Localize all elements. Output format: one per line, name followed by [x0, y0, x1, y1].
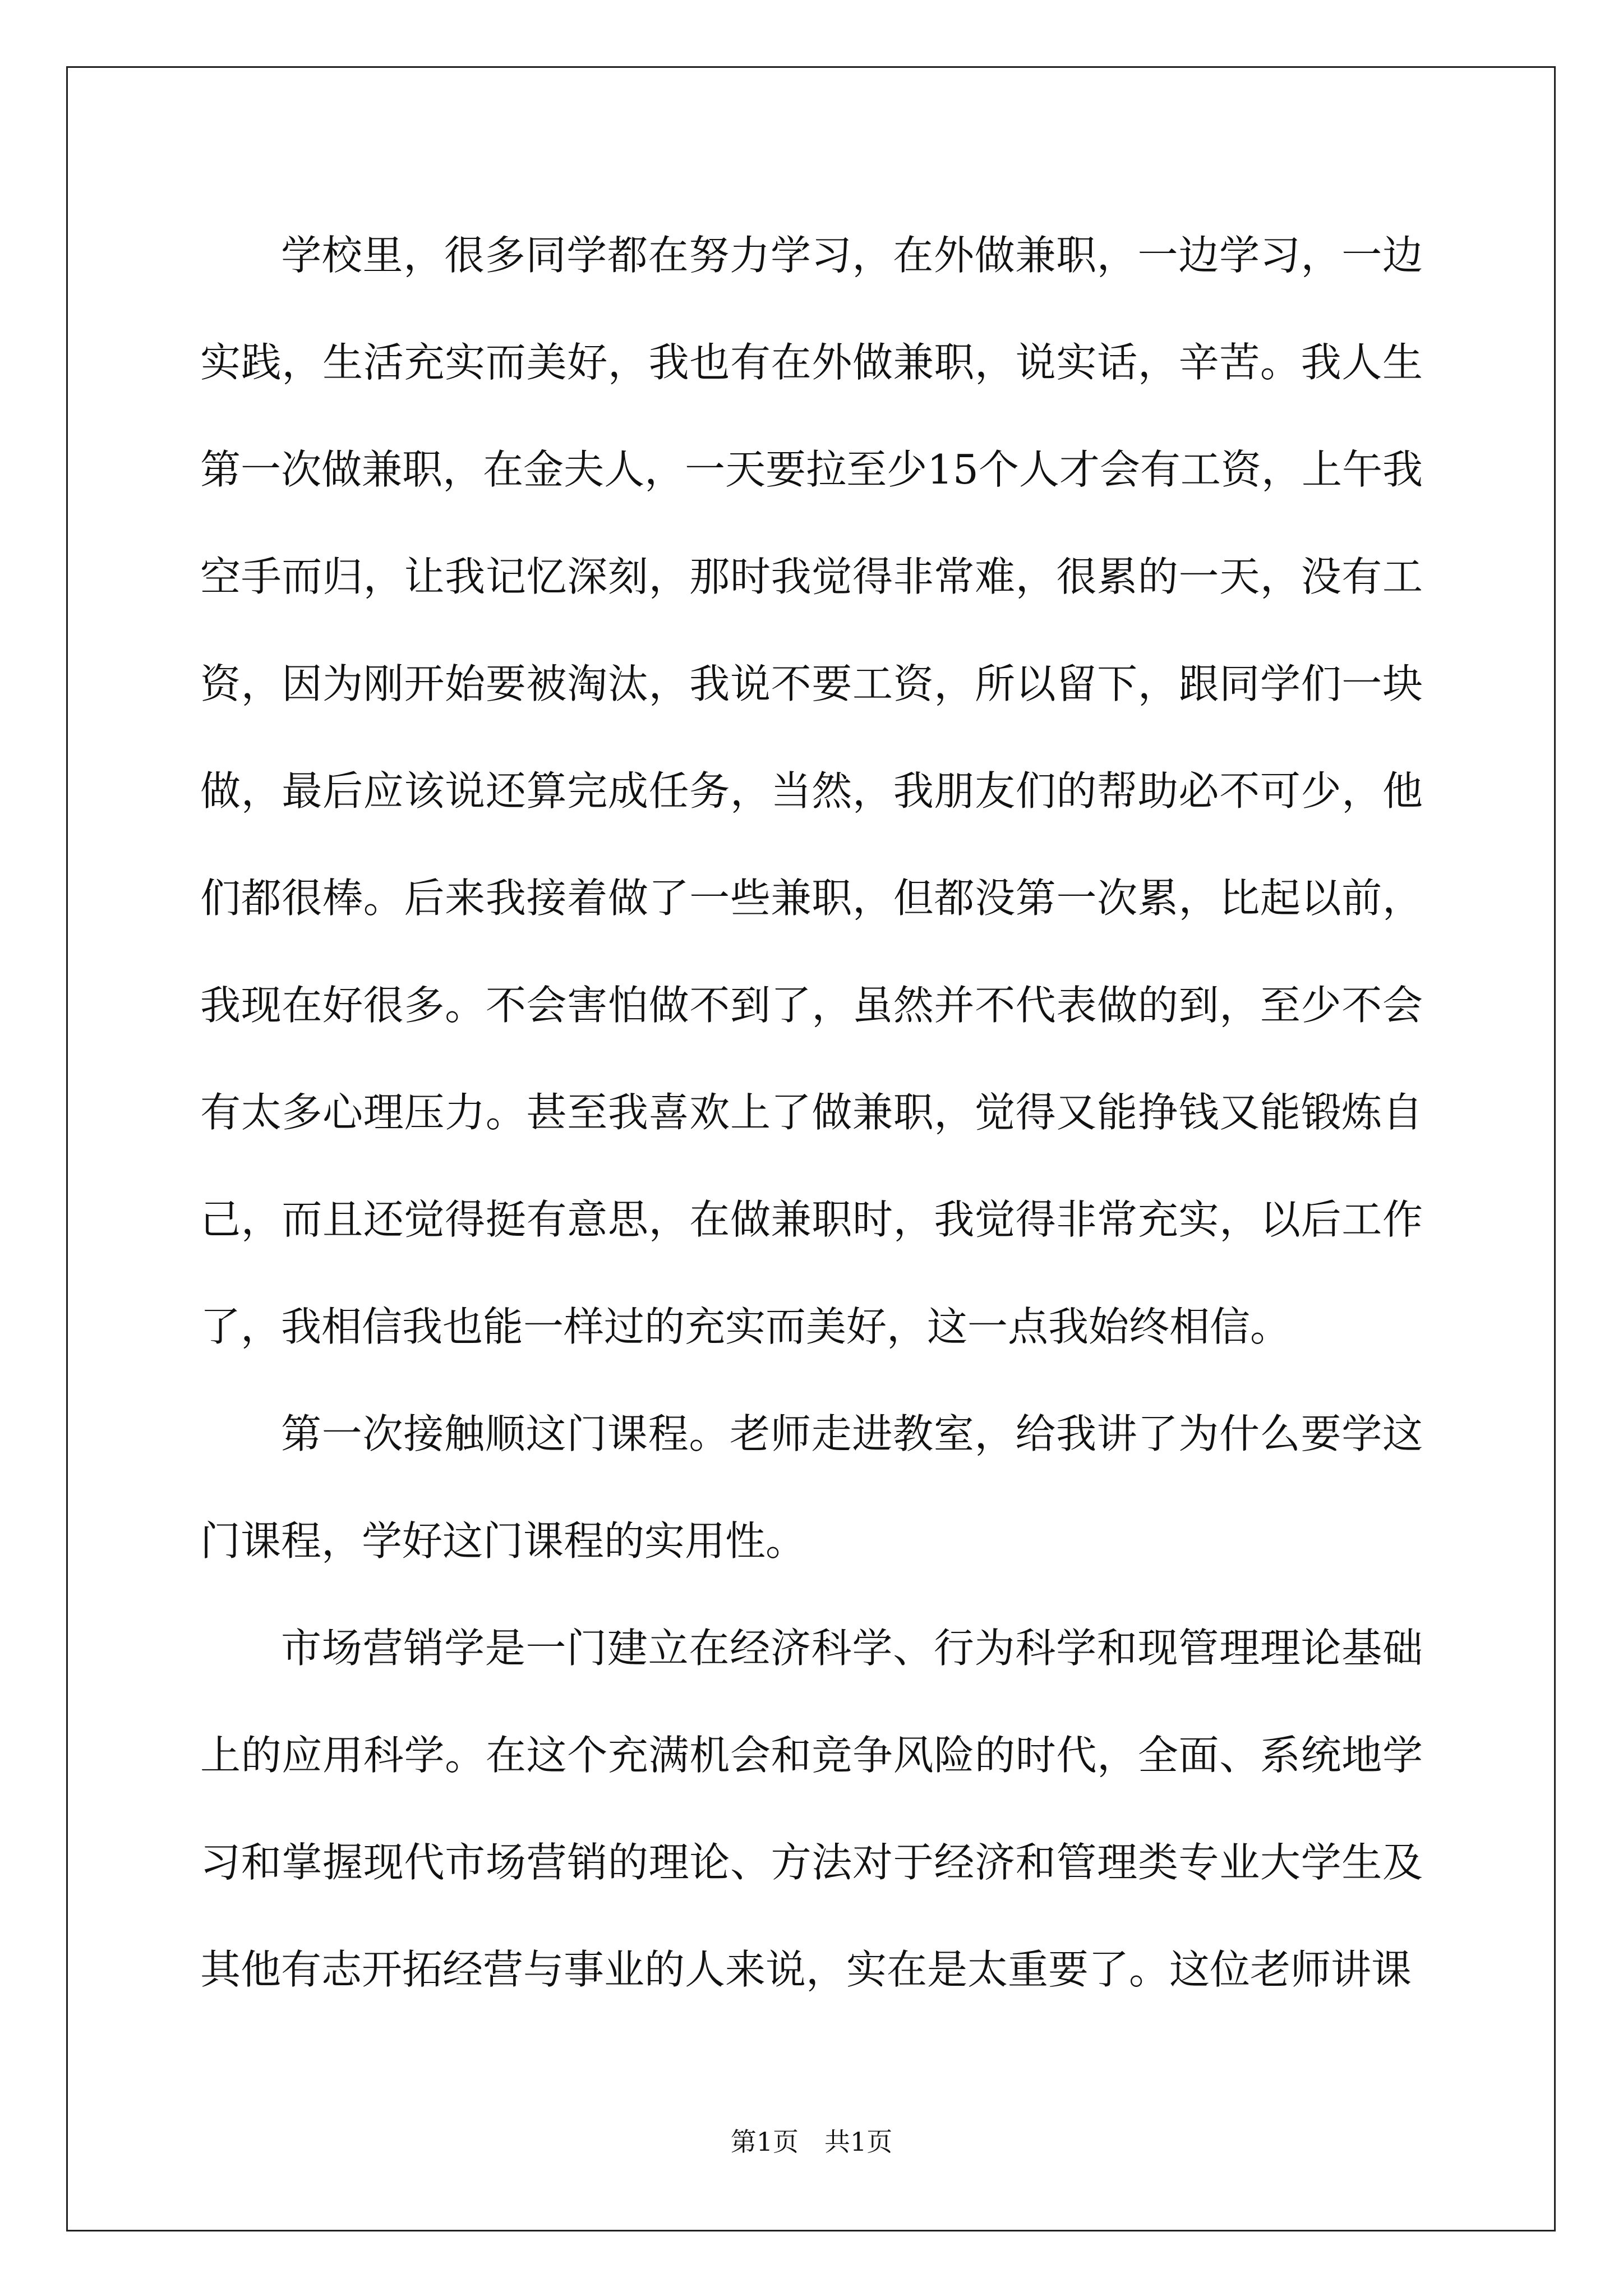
page-footer: 第1页 共1页 — [730, 2127, 893, 2157]
paragraph-1: 学校里，很多同学都在努力学习，在外做兼职，一边学习，一边实践，生活充实而美好，我也有在外做兼职，说实话，辛苦。我人生第一次做兼职，在金夫人，一天要拉至少15个人才会有工资，上午我空手而归，让我记忆深刻，那时我觉得非常难，很累的一天，没有工资，因为刚开始要被淘汰，我说不要工资，所以留下，跟同学们一块做，最后应该说还算完成任务，当然，我朋友们的帮助必不可少，他们都很棒。后来我接着做了一些兼职，但都没第一次累，比起以前，我现在好很多。不会害怕做不到了，虽然并不代表做的到，至少不会有太多心理压力。甚至我喜欢上了做兼职，觉得又能挣钱又能锻炼自己，而且还觉得挺有意思，在做兼职时，我觉得非常充实，以后工作了，我相信我也能一样过的充实而美好，这一点我始终相信。 — [200, 232, 1423, 1350]
paragraph-3: 市场营销学是一门建立在经济科学、行为科学和现管理理论基础上的应用科学。在这个充满机会和竞争风险的时代，全面、系统地学习和掌握现代市场营销的理论、方法对于经济和管理类专业大学生及其他有志开拓经营与事业的人来说，实在是太重要了。这位老师讲课 — [200, 1625, 1423, 1993]
document-body — [200, 202, 1423, 2023]
paragraph-2: 第一次接触顺这门课程。老师走进教室，给我讲了为什么要学这门课程，学好这门课程的实用性。 — [200, 1410, 1423, 1565]
